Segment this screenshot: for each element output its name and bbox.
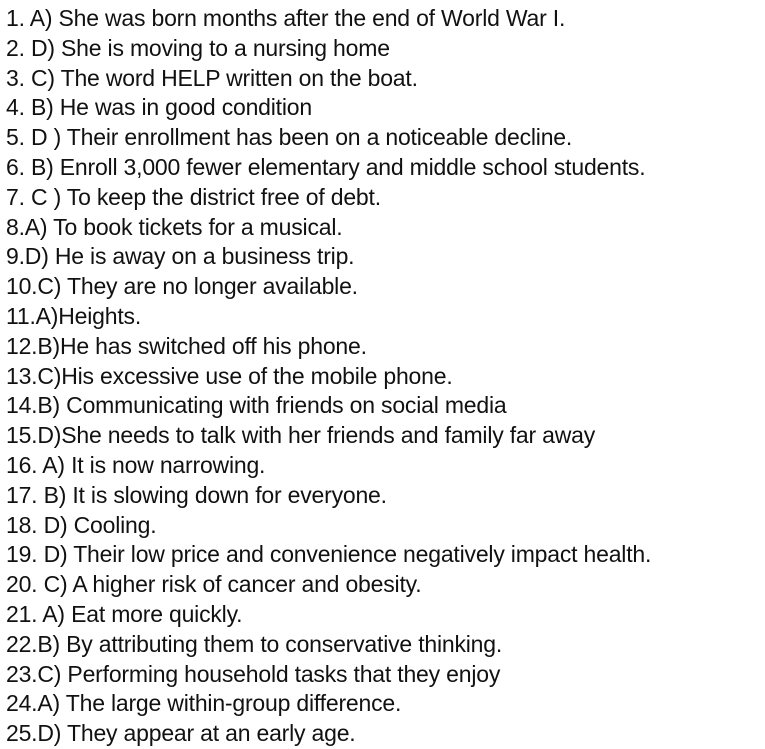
- answer-line-12: 12.B)He has switched off his phone.: [6, 332, 367, 359]
- answer-line-5: 5. D ) Their enrollment has been on a noticeable decline.: [6, 124, 573, 151]
- answer-line-24: 24.A) The large within-group difference.: [6, 690, 402, 717]
- answer-line-15: 15.D)She needs to talk with her friends and family far away: [6, 422, 596, 449]
- answer-line-6: 6. B) Enroll 3,000 fewer elementary and middle school students.: [6, 153, 646, 180]
- answer-line-1: 1. A) She was born months after the end of World War I.: [6, 5, 566, 31]
- answer-line-3: 3. C) The word HELP written on the boat.: [6, 64, 418, 91]
- answer-line-10: 10.C) They are no longer available.: [6, 273, 358, 300]
- answer-line-9: 9.D) He is away on a business trip.: [6, 243, 355, 270]
- answer-line-7: 7. C ) To keep the district free of debt.: [6, 183, 381, 210]
- answer-line-4: 4. B) He was in good condition: [6, 94, 312, 121]
- answer-line-25: 25.D) They appear at an early age.: [6, 720, 356, 747]
- answer-line-16: 16. A) It is now narrowing.: [6, 451, 266, 478]
- answer-line-14: 14.B) Communicating with friends on social media: [6, 392, 507, 419]
- answer-line-18: 18. D) Cooling.: [6, 511, 157, 538]
- answer-line-20: 20. C) A higher risk of cancer and obesity.: [6, 571, 422, 598]
- answer-line-17: 17. B) It is slowing down for everyone.: [6, 481, 387, 508]
- answer-line-19: 19. D) Their low price and convenience negatively impact health.: [6, 541, 652, 568]
- answer-line-2: 2. D) She is moving to a nursing home: [6, 34, 390, 61]
- answer-line-23: 23.C) Performing household tasks that they enjoy: [6, 660, 501, 687]
- answer-line-22: 22.B) By attributing them to conservative thinking.: [6, 630, 503, 657]
- answer-line-11: 11.A)Heights.: [6, 302, 142, 329]
- answer-line-13: 13.C)His excessive use of the mobile phone.: [6, 362, 453, 389]
- answer-line-21: 21. A) Eat more quickly.: [6, 600, 243, 627]
- answer-line-8: 8.A) To book tickets for a musical.: [6, 213, 343, 240]
